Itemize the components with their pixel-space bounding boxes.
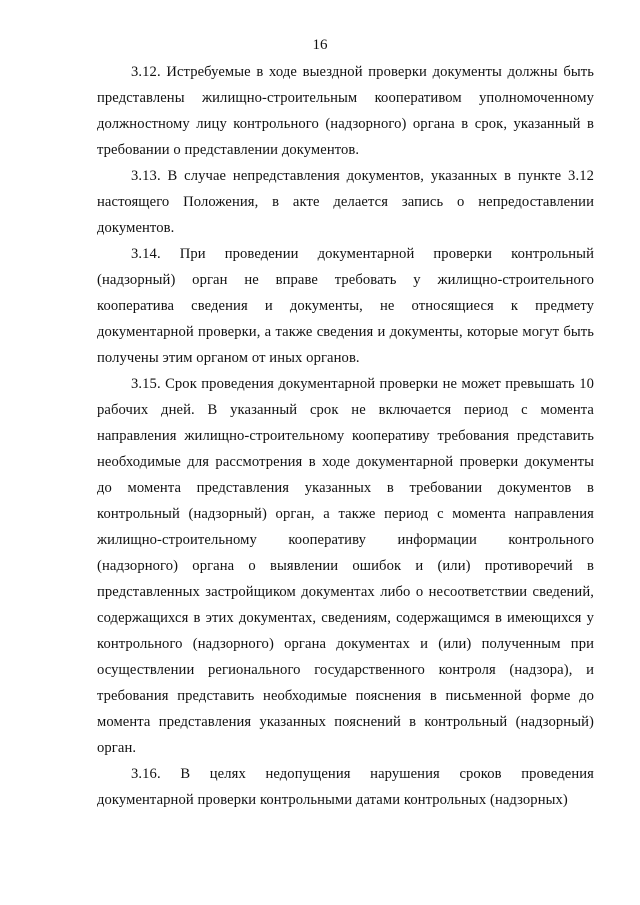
document-body <box>97 59 594 813</box>
paragraph-3-12: 3.12. Истребуемые в ходе выездной проверки документы должны быть представлены жилищно-строительным кооперативом уполномоченному должностному лицу контрольного (надзорного) органа в срок, указанный в требовании о представлении документов. <box>97 64 594 158</box>
paragraph-3-16: 3.16. В целях недопущения нарушения сроков проведения документарной проверки контрольными датами контрольных (надзорных) <box>97 766 594 808</box>
paragraph-3-13: 3.13. В случае непредставления документов, указанных в пункте 3.12 настоящего Положения, в акте делается запись о непредоставлении документов. <box>97 168 594 236</box>
paragraph-3-15: 3.15. Срок проведения документарной проверки не может превышать 10 рабочих дней. В указанный срок не включается период с момента направления жилищно-строительному кооперативу требования представить необходимые для рассмотрения в ходе документарной проверки документы до момента представления указанных в требовании документов в контрольный (надзорный) орган, а также период с момента направления жилищно-строительному кооперативу информации контрольного (надзорного) органа о выявлении ошибок и (или) противоречий в представленных застройщиком документах либо о несоответствии сведений, содержащихся в этих документах, сведениям, содержащимся в имеющихся у контрольного (надзорного) органа документах и (или) полученным при осуществлении регионального государственного контроля (надзора), и требования представить необходимые пояснения в письменной форме до момента представления указанных пояснений в контрольный (надзорный) орган. <box>97 376 594 756</box>
page-number: 16 <box>312 37 328 53</box>
paragraph-3-14: 3.14. При проведении документарной проверки контрольный (надзорный) орган не вправе требовать у жилищно-строительного кооператива сведения и документы, не относящиеся к предмету документарной проверки, а также сведения и документы, которые могут быть получены этим органом от иных органов. <box>97 246 594 366</box>
